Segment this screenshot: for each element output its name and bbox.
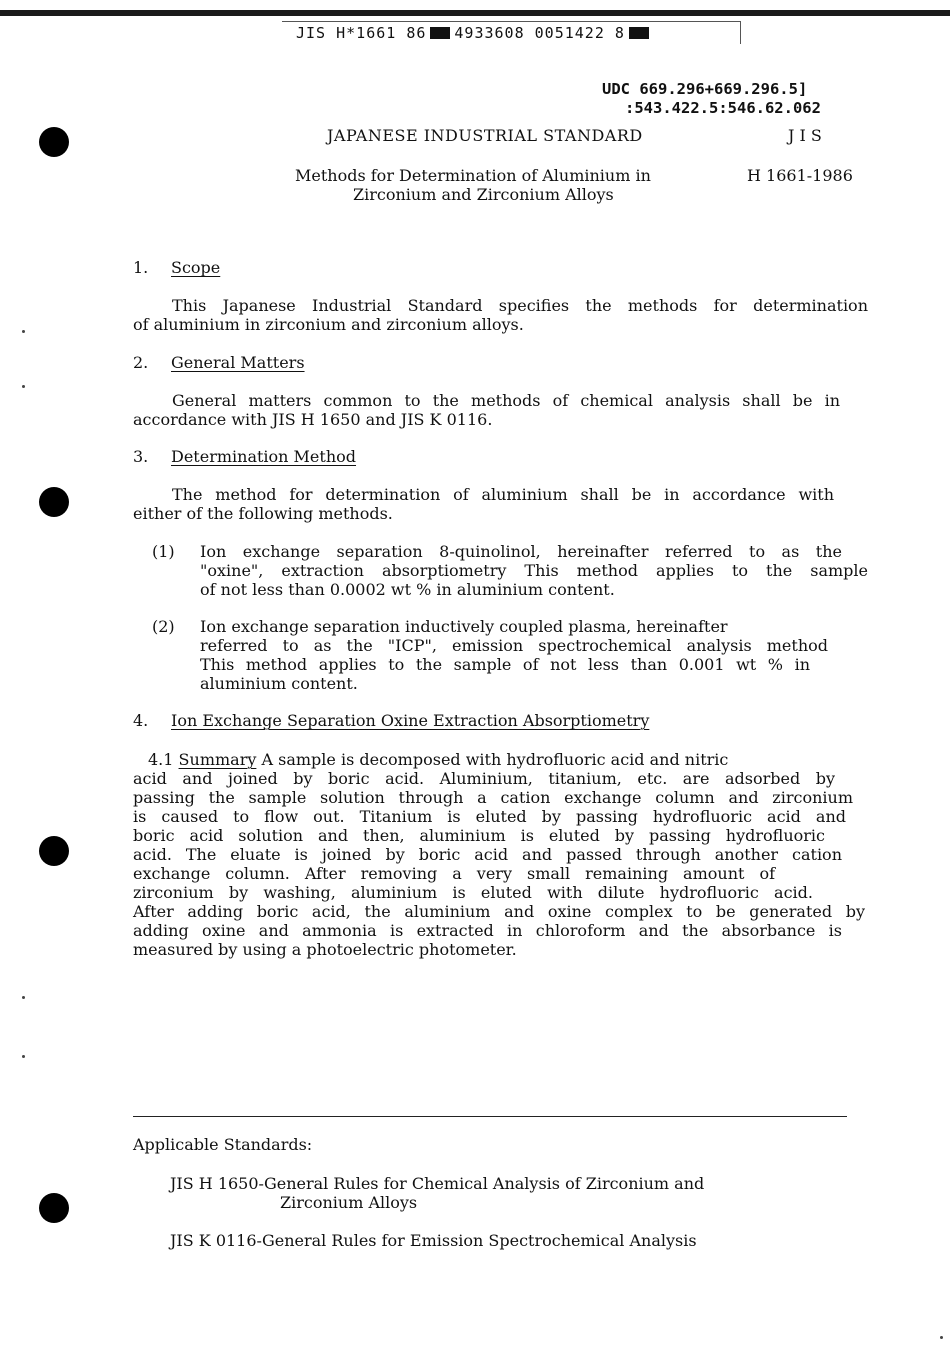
section-title-determination-method: Determination Method <box>171 447 357 466</box>
scope-paragraph <box>133 296 868 334</box>
subsection-title-summary: Summary <box>178 750 257 769</box>
footnote-divider <box>133 1116 847 1117</box>
reference-2: JIS K 0116-General Rules for Emission Spectrochemical Analysis <box>170 1231 697 1250</box>
list-item-number: (1) <box>152 542 175 561</box>
applicable-standards-heading: Applicable Standards: <box>133 1135 313 1154</box>
document-title-line-2: Zirconium and Zirconium Alloys <box>353 185 614 204</box>
text-line: aluminium content. <box>200 674 358 693</box>
code-right: 4933608 0051422 8 <box>454 24 625 42</box>
punch-hole <box>39 1193 69 1223</box>
summary-first-line <box>133 750 865 769</box>
jis-abbrev: J I S <box>788 126 822 145</box>
summary-paragraph <box>133 750 865 959</box>
text-line: Ion exchange separation inductively coupled plasma, hereinafter <box>200 617 728 636</box>
text-line: acid. The eluate is joined by boric acid and passed through another cation <box>133 845 842 864</box>
text-line: The method for determination of aluminium shall be in accordance with <box>172 485 834 504</box>
text-line: of not less than 0.0002 wt % in aluminium content. <box>200 580 615 599</box>
text-line: either of the following methods. <box>133 504 393 523</box>
punch-hole <box>39 836 69 866</box>
text-line: Ion exchange separation 8-quinolinol, hereinafter referred to as the <box>200 542 842 561</box>
reference-1-line-1: JIS H 1650-General Rules for Chemical Analysis of Zirconium and <box>170 1174 705 1193</box>
udc-line-2: :543.422.5:546.62.062 <box>625 99 821 117</box>
black-block <box>430 27 450 39</box>
determination-paragraph <box>133 485 834 523</box>
udc-line-1: UDC 669.296+669.296.5] <box>602 80 808 98</box>
text-line: adding oxine and ammonia is extracted in chloroform and the absorbance is <box>133 921 842 940</box>
general-matters-paragraph <box>133 391 840 429</box>
text-line: measured by using a photoelectric photometer. <box>133 940 517 959</box>
method-2-text <box>200 617 828 693</box>
section-title-general-matters: General Matters <box>171 353 305 372</box>
scan-speck <box>22 385 25 388</box>
text-line: is caused to flow out. Titanium is eluted by passing hydrofluoric acid and <box>133 807 846 826</box>
document-code-strip <box>282 21 741 44</box>
reference-1-line-2: Zirconium Alloys <box>280 1193 418 1212</box>
text-line: General matters common to the methods of chemical analysis shall be in <box>172 391 840 410</box>
section-title-ion-exchange: Ion Exchange Separation Oxine Extraction Absorptiometry <box>171 711 650 730</box>
section-number: 1. <box>133 258 149 277</box>
scan-speck <box>22 330 25 333</box>
scan-speck <box>22 996 25 999</box>
text-line: boric acid solution and then, aluminium is eluted by passing hydrofluoric <box>133 826 825 845</box>
document-title-line-1: Methods for Determination of Aluminium in <box>295 166 651 185</box>
text-line: zirconium by washing, aluminium is eluted with dilute hydrofluoric acid. <box>133 883 813 902</box>
text-line: "oxine", extraction absorptiometry This method applies to the sample <box>200 561 868 580</box>
text-line: exchange column. After removing a very small remaining amount of <box>133 864 775 883</box>
punch-hole <box>39 127 69 157</box>
section-number: 2. <box>133 353 149 372</box>
standard-title: JAPANESE INDUSTRIAL STANDARD <box>327 126 643 145</box>
scan-top-border <box>0 10 950 16</box>
text-line: referred to as the "ICP", emission spectrochemical analysis method <box>200 636 828 655</box>
text-line: passing the sample solution through a cation exchange column and zirconium <box>133 788 853 807</box>
text-line: This Japanese Industrial Standard specifies the methods for determination <box>172 296 868 315</box>
section-number: 4. <box>133 711 149 730</box>
text-line: This method applies to the sample of not less than 0.001 wt % in <box>200 655 810 674</box>
scan-speck <box>940 1336 943 1339</box>
scan-speck <box>22 1055 25 1058</box>
subsection-number: 4.1 <box>148 750 174 769</box>
list-item-number: (2) <box>152 617 175 636</box>
code-left: JIS H*1661 86 <box>296 24 427 42</box>
method-1-text <box>200 542 868 599</box>
text-line: After adding boric acid, the aluminium and oxine complex to be generated by <box>133 902 865 921</box>
text-line: acid and joined by boric acid. Aluminium, titanium, etc. are adsorbed by <box>133 769 835 788</box>
text-line: accordance with JIS H 1650 and JIS K 0116. <box>133 410 493 429</box>
black-block <box>629 27 649 39</box>
section-title-scope: Scope <box>171 258 221 277</box>
text-fragment: A sample is decomposed with hydrofluoric acid and nitric <box>261 750 729 769</box>
text-line: of aluminium in zirconium and zirconium alloys. <box>133 315 524 334</box>
standard-number: H 1661-1986 <box>747 166 853 185</box>
section-number: 3. <box>133 447 149 466</box>
punch-hole <box>39 487 69 517</box>
